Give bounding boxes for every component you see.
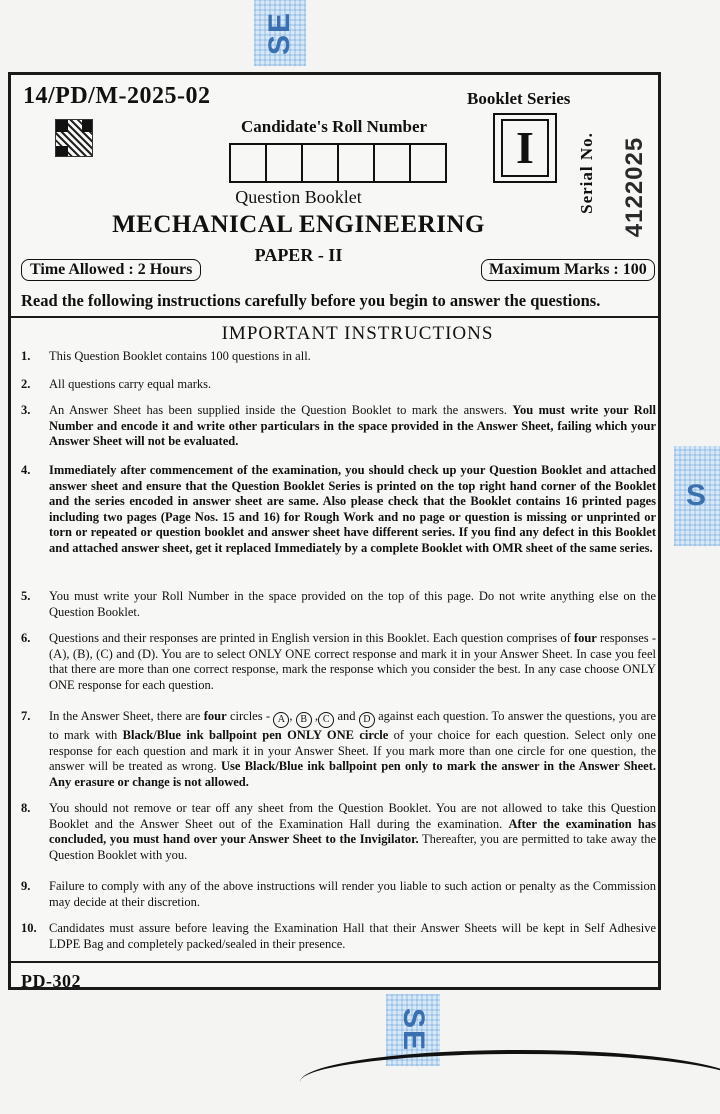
instruction-number: 3.: [21, 403, 31, 417]
instruction-text-part: Failure to comply with any of the above instructions will render you liable to such action or penalty as the Commission may decide at their discretion.: [49, 879, 656, 909]
seal-stamp-bottom: SE: [386, 994, 440, 1066]
instruction-item: [11, 589, 656, 620]
instruction-number: 9.: [21, 879, 31, 893]
instruction-item: [11, 879, 656, 910]
instruction-text: [49, 403, 656, 450]
instruction-number: 10.: [21, 921, 37, 935]
instruction-text: [49, 801, 656, 863]
instruction-text: [49, 631, 656, 693]
divider: [11, 961, 658, 963]
instruction-text: [49, 377, 656, 393]
seal-stamp-top: SE: [254, 0, 306, 66]
instruction-item: [11, 921, 656, 952]
instruction-text-bold: After the examination has concluded, you must hand over your Answer Sheet to the Invigilator.: [49, 816, 656, 847]
paper-label: PAPER - II: [254, 245, 343, 265]
instruction-text-part: ,: [289, 709, 296, 723]
instruction-text-part: circles -: [226, 709, 274, 723]
instruction-text: [49, 349, 656, 365]
instruction-text-bold: four: [203, 709, 227, 723]
instruction-item: [11, 349, 656, 365]
instruction-text-part: This Question Booklet contains 100 questions in all.: [49, 349, 311, 363]
instruction-text-part: You should not remove or tear off any sheet from the Question Booklet. You are not allowed to take this Question Booklet and the Answer Sheet out of the Examination Hall during the examination.: [49, 801, 656, 831]
instruction-item: [11, 403, 656, 450]
question-booklet-label: Question Booklet: [235, 187, 362, 207]
subject-title: MECHANICAL ENGINEERING: [112, 211, 485, 238]
instruction-text-part: of your choice for each question. Select only one response for each question and mark it in your Answer Sheet. If you mark more than one circle for one question, the answer will be treated as wrong.: [49, 728, 656, 774]
instruction-text-part: Candidates must assure before leaving the Examination Hall that their Answer Sheets will be kept in Self Adhesive LDPE Bag and completely packed/sealed in their presence.: [49, 921, 656, 951]
roll-number-boxes: [229, 143, 447, 183]
instruction-number: 7.: [21, 709, 31, 723]
maximum-marks: Maximum Marks : 100: [481, 259, 655, 281]
instruction-item: [11, 463, 656, 557]
instruction-number: 5.: [21, 589, 31, 603]
seal-stamp-right: S: [674, 446, 720, 546]
instruction-text-bold: You must write your Roll Number and encode it and write other particulars in the space provided in the Answer Sheet, failing which your Answer Sheet will not be evaluated.: [49, 403, 656, 449]
instruction-text-part: Thereafter, you are permitted to take away the Question Booklet with you.: [49, 832, 656, 862]
roll-digit-box[interactable]: [267, 145, 303, 181]
instruction-text-part: Questions and their responses are printed in English version in this Booklet. Each question comprises of: [49, 631, 574, 645]
option-circle-icon: D: [359, 712, 375, 728]
roll-digit-box[interactable]: [339, 145, 375, 181]
instruction-item: [11, 801, 656, 863]
roll-digit-box[interactable]: [303, 145, 339, 181]
roll-digit-box[interactable]: [231, 145, 267, 181]
option-circle-icon: C: [318, 712, 334, 728]
footer-code: PD-302: [21, 971, 81, 991]
booklet-series-value: I: [501, 119, 549, 177]
time-allowed: Time Allowed : 2 Hours: [21, 259, 201, 281]
instruction-text-part: ,: [311, 709, 319, 723]
booklet-cover: [8, 72, 661, 990]
qr-code-icon: [55, 119, 93, 157]
instruction-number: 8.: [21, 801, 31, 815]
instruction-text: [49, 879, 656, 910]
page-curl-shadow: [300, 1050, 720, 1114]
instruction-number: 2.: [21, 377, 31, 391]
serial-label: Serial No.: [577, 132, 596, 214]
roll-number-label: Candidate's Roll Number: [241, 117, 428, 136]
serial-number: 4122025: [621, 136, 648, 238]
instruction-number: 1.: [21, 349, 31, 363]
read-instructions: Read the following instructions carefully before you begin to answer the questions.: [21, 291, 601, 310]
instruction-item: [11, 377, 656, 393]
option-circle-icon: B: [296, 712, 312, 728]
roll-digit-box[interactable]: [411, 145, 445, 181]
exam-code: 14/PD/M-2025-02: [23, 83, 211, 109]
instruction-text-bold: Black/Blue ink ballpoint pen ONLY ONE circle: [122, 728, 389, 742]
instruction-text-bold: Use Black/Blue ink ballpoint pen only to mark the answer in the Answer Sheet. Any erasure or change is not allowed.: [49, 759, 656, 789]
instruction-text-part: against each question. To answer the questions, you are to mark with: [49, 709, 657, 742]
instruction-number: 6.: [21, 631, 31, 645]
important-instructions-title: IMPORTANT INSTRUCTIONS: [221, 323, 494, 344]
instruction-text-part: and: [334, 709, 359, 723]
instruction-item: [11, 709, 656, 790]
instruction-text-bold: Immediately after commencement of the examination, you should check up your Question Booklet and attached answer sheet and ensure that the Question Booklet Series is printed on the top right hand corner of the Booklet and the series encoded in answer sheet are same. Also please check that the Booklet contains 16 printed pages including two pages (Page Nos. 15 and 16) for Rough Work and no page or question is missing or unprinted or torn or repeated or question booklet and answer sheet have different series. If you find any defect in this Booklet and attached answer sheet, get it replaced Immediately by a complete Booklet with OMR sheet of the same series.: [49, 463, 656, 555]
instruction-text: [49, 589, 656, 620]
option-circle-icon: A: [273, 712, 289, 728]
instruction-text-part: An Answer Sheet has been supplied inside the Question Booklet to mark the answers.: [49, 403, 513, 417]
instruction-text-bold: four: [573, 631, 597, 645]
instruction-text-part: All questions carry equal marks.: [49, 377, 212, 391]
roll-digit-box[interactable]: [375, 145, 411, 181]
instruction-number: 4.: [21, 463, 31, 477]
instruction-text: [49, 463, 656, 557]
booklet-series-box: [493, 113, 557, 183]
instruction-text: [49, 921, 656, 952]
instruction-text-part: You must write your Roll Number in the space provided on the top of this page. Do not write anything else on the Question Booklet.: [49, 589, 656, 619]
instruction-text-part: In the Answer Sheet, there are: [49, 709, 204, 723]
instruction-text: [49, 709, 656, 790]
instruction-item: [11, 631, 656, 693]
instruction-text-part: responses - (A), (B), (C) and (D). You are to select ONLY ONE correct response and mark it in your Answer Sheet. In case you feel that there are more than one correct response, mark the response which you consider the best. In any case choose ONLY ONE response for each question.: [49, 631, 656, 692]
booklet-series-label: Booklet Series: [467, 89, 571, 108]
divider: [11, 316, 658, 318]
